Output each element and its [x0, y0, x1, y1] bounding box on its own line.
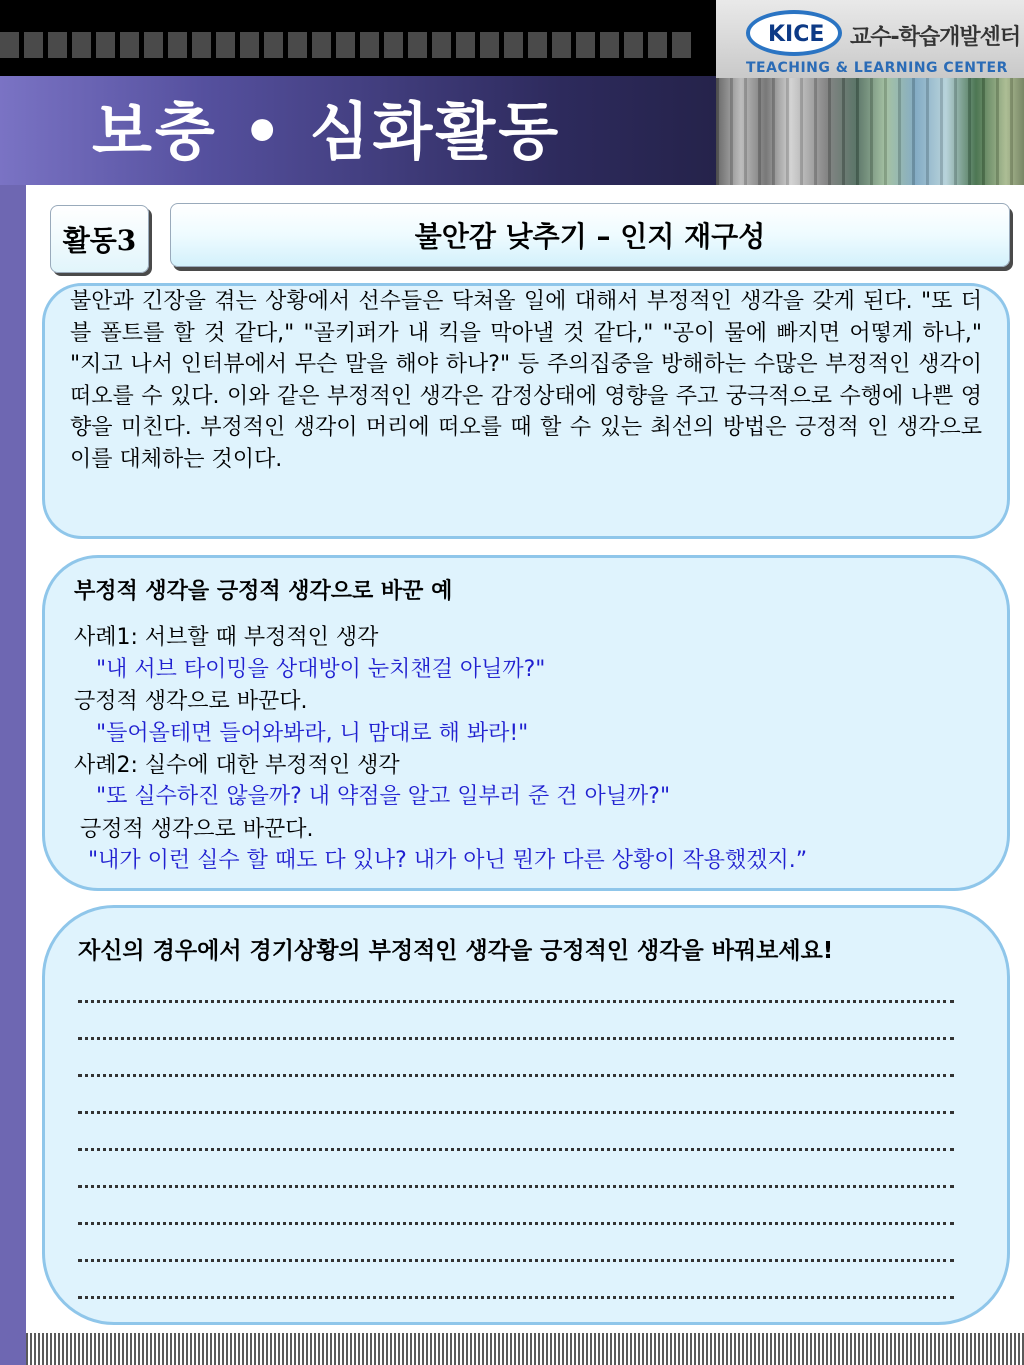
center-name: 교수-학습개발센터 [850, 25, 1021, 50]
answer-line[interactable] [78, 1000, 954, 1003]
answer-line[interactable] [78, 1222, 954, 1225]
header-banner [0, 0, 1024, 185]
examples-title: 부정적 생각을 긍정적 생각으로 바꾼 예 [74, 579, 453, 604]
answer-line[interactable] [78, 1185, 954, 1188]
answer-line[interactable] [78, 1259, 954, 1262]
example-line: "내가 이런 실수 할 때도 다 있나? 내가 아닌 뭔가 다른 상황이 작용했겠지.” [88, 848, 808, 873]
page-title: 보충 • 심화활동 [92, 95, 562, 168]
decorative-stripes [0, 32, 696, 58]
example-line: "들어올테면 들어와봐라, 니 맘대로 해 봐라!" [96, 721, 529, 746]
answer-line[interactable] [78, 1074, 954, 1077]
example-line: 긍정적 생각으로 바꾼다. [80, 817, 314, 842]
example-line: 긍정적 생각으로 바꾼다. [74, 689, 308, 714]
kice-logo [716, 0, 1024, 78]
example-line: 사례2: 실수에 대한 부정적인 생각 [74, 753, 400, 778]
answer-line[interactable] [78, 1037, 954, 1040]
answer-line[interactable] [78, 1148, 954, 1151]
center-english-name: TEACHING & LEARNING CENTER [746, 60, 1008, 76]
activity-title: 불안감 낮추기 – 인지 재구성 [170, 203, 1010, 267]
activity-label: 활동3 [50, 205, 149, 273]
logo-oval [746, 10, 842, 56]
example-line: "내 서브 타이밍을 상대방이 눈치챈걸 아닐까?" [96, 657, 546, 682]
sports-photo-collage [716, 78, 1024, 185]
example-line: "또 실수하진 않을까? 내 약점을 알고 일부러 준 건 아닐까?" [96, 784, 671, 809]
answer-line[interactable] [78, 1111, 954, 1114]
intro-text: 불안과 긴장을 겪는 상황에서 선수들은 닥쳐올 일에 대해서 부정적인 생각을 갖게 된다. "또 더블 폴트를 할 것 같다," "골키퍼가 내 킥을 막아낼 것 같다," "공이 물에 빠지면 어떻게 하나," "지고 나서 인터뷰에서 무슨 말을 해야 하나?" 등 주의집중을 방해하는 수많은 부정적인 생각이 떠오를 수 있다. 이와 같은 부정적인 생각은 감정상태에 영향을 주고 궁극적으로 수행에 나쁜 영향을 미친다. 부정적인 생각이 머리에 떠오를 때 할 수 있는 최선의 방법은 긍정적 인 생각으로 이를 대체하는 것이다. [70, 289, 982, 472]
exercise-title: 자신의 경우에서 경기상황의 부정적인 생각을 긍정적인 생각을 바꿔보세요! [78, 938, 834, 964]
left-side-bar [0, 185, 26, 1365]
answer-line[interactable] [78, 1296, 954, 1299]
bottom-barcode-bar [26, 1333, 1024, 1365]
logo-text: KICE [768, 22, 825, 47]
example-line: 사례1: 서브할 때 부정적인 생각 [74, 625, 379, 650]
exercise-panel [42, 905, 1010, 1325]
header-top-strip [0, 0, 716, 76]
